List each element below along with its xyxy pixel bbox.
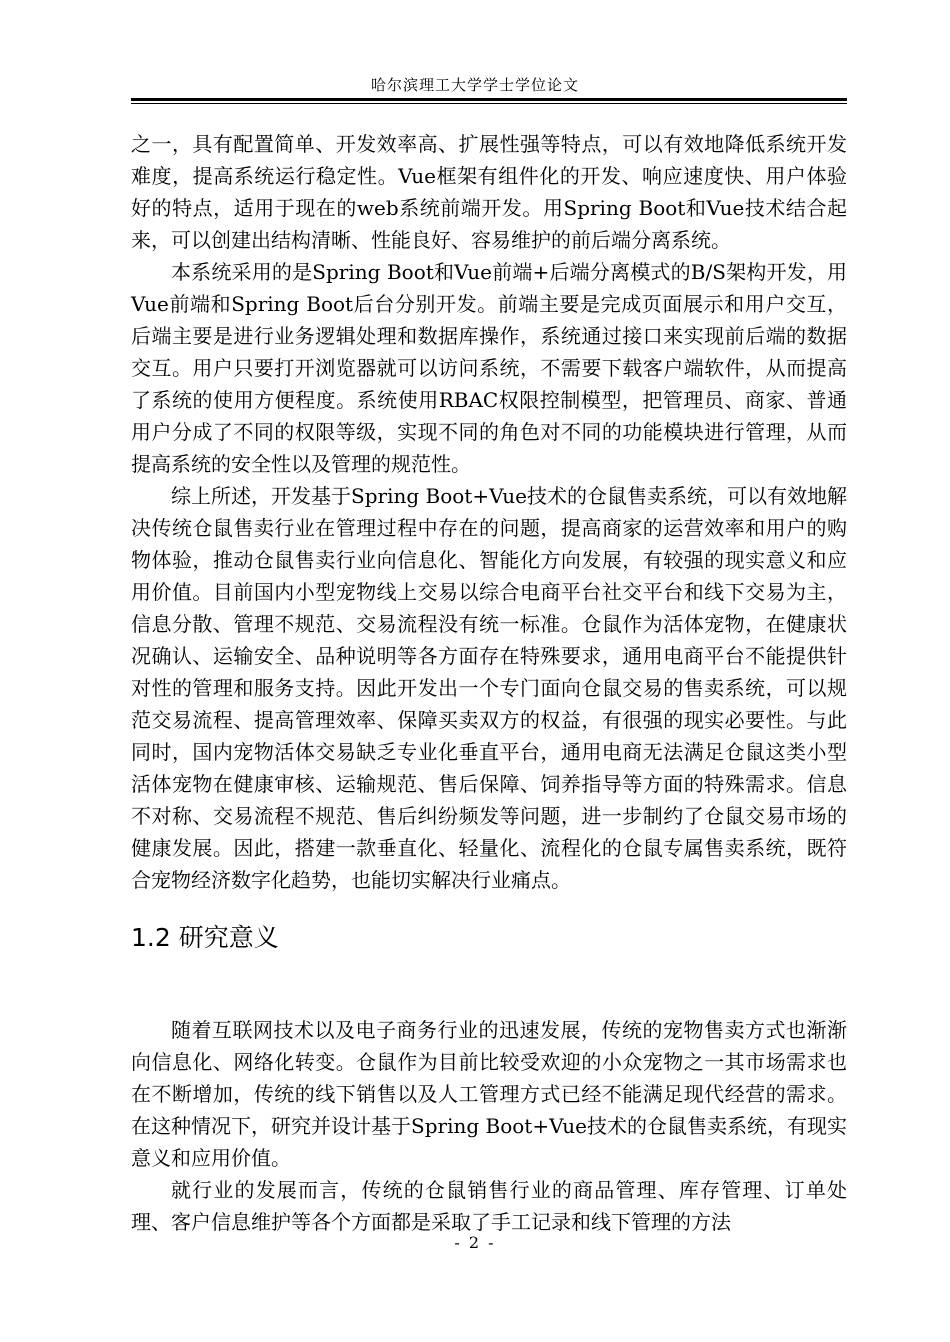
- header-rule-thick: [131, 98, 847, 101]
- paragraph-summary: 综上所述，开发基于Spring Boot+Vue技术的仓鼠售卖系统，可以有效地解决传统仓鼠售卖行业在管理过程中存在的问题，提高商家的运营效率和用户的购物体验，推动仓鼠售卖行业向信息化、智能化方向发展，有较强的现实意义和应用价值。目前国内小型宠物线上交易以综合电商平台社交平台和线下交易为主，信息分散、管理不规范、交易流程没有统一标准。仓鼠作为活体宠物，在健康状况确认、运输安全、品种说明等各方面存在特殊要求，通用电商平台不能提供针对性的管理和服务支持。因此开发出一个专门面向仓鼠交易的售卖系统，可以规范交易流程、提高管理效率、保障买卖双方的权益，有很强的现实必要性。与此同时，国内宠物活体交易缺乏专业化垂直平台，通用电商无法满足仓鼠这类小型活体宠物在健康审核、运输规范、售后保障、饲养指导等方面的特殊需求。信息不对称、交易流程不规范、售后纠纷频发等问题，进一步制约了仓鼠交易市场的健康发展。因此，搭建一款垂直化、轻量化、流程化的仓鼠专属售卖系统，既符合宠物经济数字化趋势，也能切实解决行业痛点。: [131, 484, 847, 892]
- section-heading: 1.2 研究意义: [131, 923, 279, 952]
- paragraph-industry: 就行业的发展而言，传统的仓鼠销售行业的商品管理、库存管理、订单处理、客户信息维护等各个方面都是采取了手工记录和线下管理的方法: [131, 1178, 847, 1234]
- paragraph-significance: 随着互联网技术以及电子商务行业的迅速发展，传统的宠物售卖方式也渐渐向信息化、网络化转变。仓鼠作为目前比较受欢迎的小众宠物之一其市场需求也在不断增加，传统的线下销售以及人工管理方式已经不能满足现代经营的需求。在这种情况下，研究并设计基于Spring Boot+Vue技术的仓鼠售卖系统，有现实意义和应用价值。: [131, 1018, 847, 1170]
- paragraph-architecture: 本系统采用的是Spring Boot和Vue前端+后端分离模式的B/S架构开发，用Vue前端和Spring Boot后台分别开发。前端主要是完成页面展示和用户交互，后端主要是进行业务逻辑处理和数据库操作，系统通过接口来实现前后端的数据交互。用户只要打开浏览器就可以访问系统，不需要下载客户端软件，从而提高了系统的使用方便程度。系统使用RBAC权限控制模型，把管理员、商家、普通用户分成了不同的权限等级，实现不同的角色对不同的功能模块进行管理，从而提高系统的安全性以及管理的规范性。: [131, 260, 847, 476]
- header-rule-thin: [131, 103, 847, 104]
- paragraph-continuation: 之一，具有配置简单、开发效率高、扩展性强等特点，可以有效地降低系统开发难度，提高系统运行稳定性。Vue框架有组件化的开发、响应速度快、用户体验好的特点，适用于现在的web系统前端开发。用Spring Boot和Vue技术结合起来，可以创建出结构清晰、性能良好、容易维护的前后端分离系统。: [131, 132, 847, 252]
- running-header: 哈尔滨理工大学学士学位论文: [370, 76, 579, 94]
- page-body: [131, 128, 847, 1238]
- page-number: - 2 -: [454, 1233, 496, 1252]
